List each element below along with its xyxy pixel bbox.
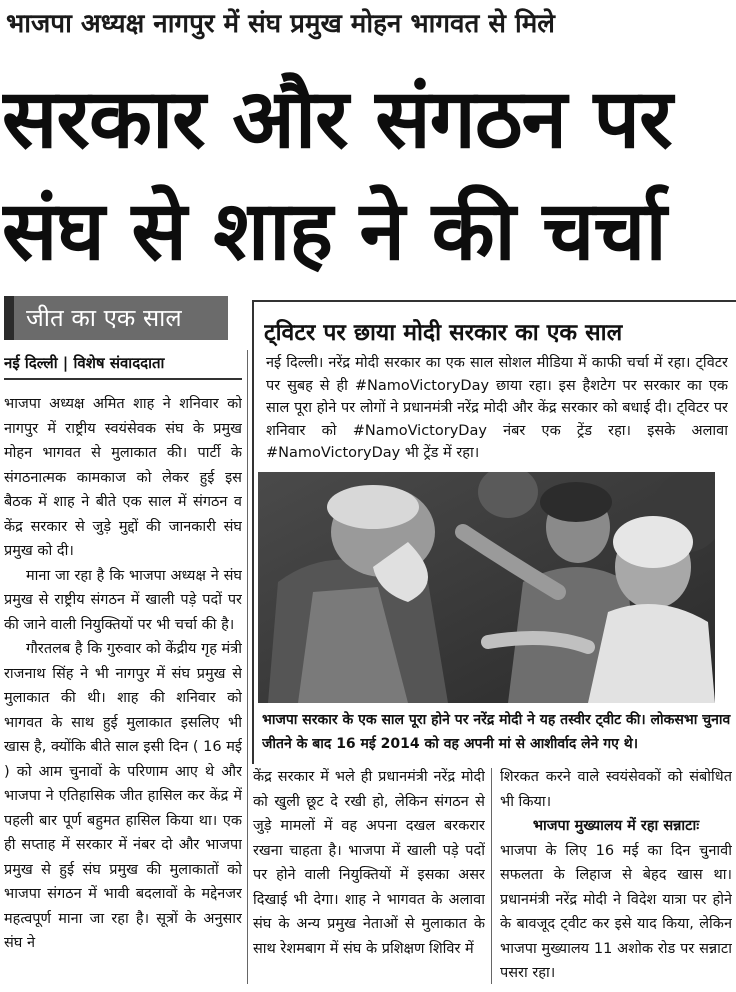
crosshead: भाजपा मुख्यालय में रहा सन्नाटाः (532, 818, 700, 834)
left-paragraph-2: माना जा रहा है कि भाजपा अध्यक्ष ने संघ प्रमुख से राष्ट्रीय संगठन में खाली पड़े पदों पर की जाने वाली नियुक्तियों पर भी चर्चा की है। (4, 567, 242, 633)
left-column (4, 392, 242, 984)
left-paragraph-3: गौरतलब है कि गुरुवार को केंद्रीय गृह मंत्री राजनाथ सिंह ने भी नागपुर में संघ प्रमुख से मुलाकात की थी। शाह की शनिवार को भागवत के साथ हुई मुलाकात इसलिए भी खास है, क्योंकि बीते साल इसी दिन ( 16 मई ) को आम चुनावों के परिणाम आए थे और भाजपा ने एतिहासिक जीत हासिल कर केंद्र में पहली बार पूर्ण बहुमत हासिल किया था। एक ही सप्ताह में सरकार में नंबर दो और भाजपा प्रमुख से हुई संघ प्रमुख की मुलाकातों को भाजपा संगठन में भावी बदलावों के मद्देनजर महत्वपूर्ण माना जा रहा है। सूत्रों के अनुसार संघ ने (4, 641, 242, 951)
right-paragraph-intro: शिरकत करने वाले स्वयंसेवकों को संबोधित भी किया। (500, 769, 732, 810)
dateline-rule (4, 378, 242, 380)
sidebar-body: नई दिल्ली। नरेंद्र मोदी सरकार का एक साल सोशल मीडिया में काफी चर्चा में रहा। ट्विटर पर सुबह से ही #NamoVictoryDay छाया रहा। इस हैशटेग पर सरकार का एक साल पूरा होने पर लोगों ने प्रधानमंत्री नरेंद्र मोदी और केंद्र सरकार को बधाई दी। ट्विटर पर शनिवार को #NamoVictoryDay नंबर एक ट्रेंड रहा। इसके अलावा #NamoVictoryDay भी ट्रेंड में रहा। (266, 355, 728, 461)
right-paragraph-body: भाजपा के लिए 16 मई का दिन चुनावी सफलता के लिहाज से बेहद खास था। प्रधानमंत्री नरेंद्र मोदी ने विदेश यात्रा पर होने के बावजूद ट्वीट कर इसे याद किया, लेकिन भाजपा मुख्यालय 11 अशोक रोड पर सन्नाटा पसरा रहा। (500, 842, 732, 981)
middle-column (253, 765, 485, 985)
section-tag: जीत का एक साल (26, 304, 182, 332)
photo-illustration (258, 472, 715, 703)
main-headline-line-1: सरकार और संगठन पर (2, 72, 672, 167)
left-paragraph-1: भाजपा अध्यक्ष अमित शाह ने शनिवार को नागपुर में राष्ट्रीय स्वयंसेवक संघ के प्रमुख मोहन भागवत से मुलाकात की। पार्टी के संगठनात्मक कामकाज को लेकर हुई इस बैठक में शाह ने बीते एक साल में संगठन व केंद्र सरकार से जुड़े मुद्दों की जानकारी संघ प्रमुख को दी। (4, 396, 242, 559)
kicker-headline: भाजपा अध्यक्ष नागपुर में संघ प्रमुख मोहन भागवत से मिले (6, 9, 555, 39)
photo-caption: भाजपा सरकार के एक साल पूरा होने पर नरेंद्र मोदी ने यह तस्वीर ट्वीट की। लोकसभा चुनाव जीतने के बाद 16 मई 2014 को वह अपनी मां से आशीर्वाद लेने गए थे। (262, 712, 731, 752)
dateline: नई दिल्ली | विशेष संवाददाता (4, 354, 165, 372)
sidebar-heading: ट्विटर पर छाया मोदी सरकार का एक साल (264, 320, 623, 346)
news-photo (258, 472, 715, 703)
column-divider-right (491, 768, 492, 984)
middle-paragraph: केंद्र सरकार में भले ही प्रधानमंत्री नरेंद्र मोदी को खुली छूट दे रखी हो, लेकिन संगठन से जुड़े मामलों में वह अपना दखल बरकरार रखना चाहता है। भाजपा में खाली पड़े पदों पर होने वाली नियुक्तियों में इसका असर दिखाई भी देगा। शाह ने भागवत के अलावा संघ के अन्य प्रमुख नेताओं से मुलाकात के साथ रेशमबाग में संघ के प्रशिक्षण शिविर में (253, 769, 485, 957)
right-column (500, 765, 732, 985)
main-headline-line-2: संघ से शाह ने की चर्चा (2, 184, 666, 279)
column-divider-left (247, 350, 248, 984)
